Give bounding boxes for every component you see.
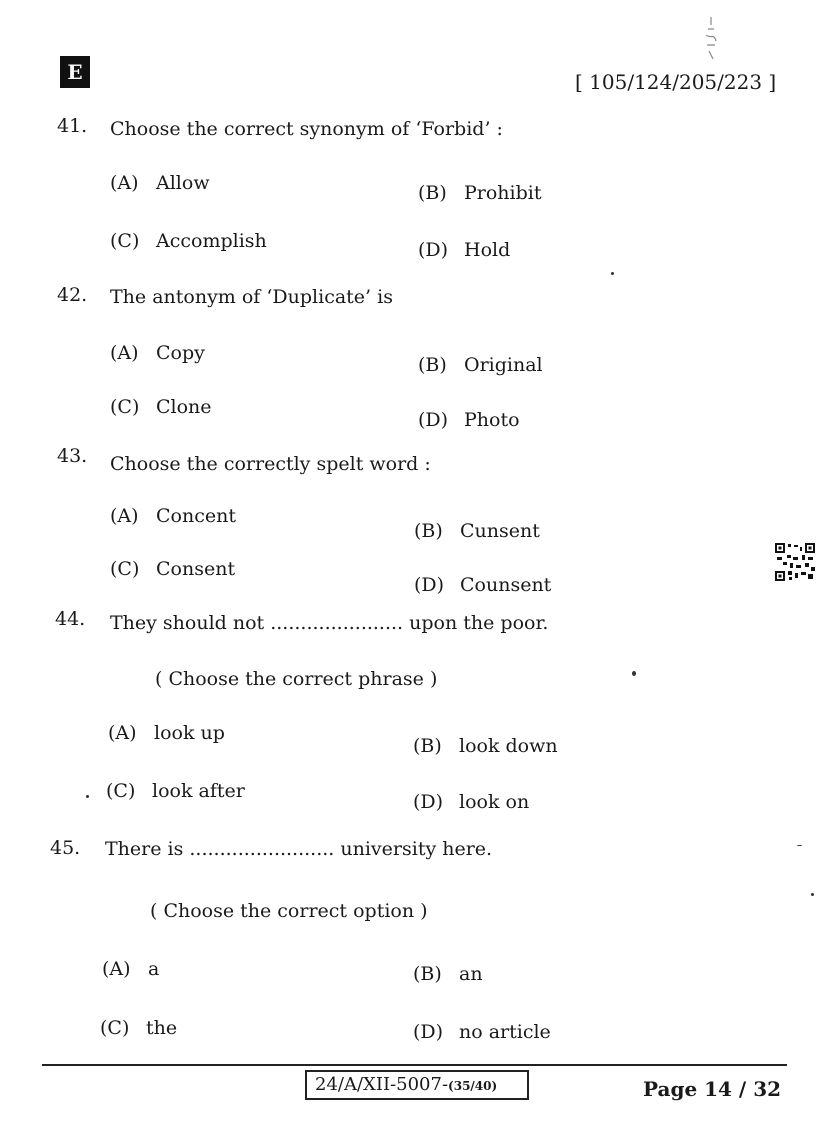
option-text: Concent <box>156 505 236 527</box>
option-text: Clone <box>156 396 212 418</box>
option-text: Counsent <box>460 574 552 596</box>
question-text: Choose the correctly spelt word : <box>110 453 431 475</box>
option-a <box>110 342 205 364</box>
option-text: Consent <box>156 558 236 580</box>
option-c <box>110 230 267 252</box>
option-c <box>100 1017 177 1039</box>
option-text: look on <box>459 791 530 813</box>
scan-speck <box>632 671 636 676</box>
scan-speck <box>811 893 814 896</box>
option-a <box>110 505 236 527</box>
question-text: They should not ...................... upon the poor. <box>110 612 549 634</box>
option-text: Prohibit <box>464 182 542 204</box>
option-label: (B) <box>418 182 447 204</box>
question-text: Choose the correct synonym of ‘Forbid’ : <box>110 118 503 140</box>
option-label: (D) <box>413 791 444 813</box>
option-label: (B) <box>413 963 442 985</box>
option-text: no article <box>459 1021 551 1043</box>
option-d <box>418 409 520 431</box>
question-hint: ( Choose the correct option ) <box>150 900 428 922</box>
set-letter-badge: E <box>60 56 90 88</box>
exam-code-box <box>305 1070 529 1100</box>
option-a <box>108 722 225 744</box>
option-label: (B) <box>414 520 443 542</box>
question-text: The antonym of ‘Duplicate’ is <box>110 286 393 308</box>
question-number: 44. <box>55 608 86 630</box>
option-label: (D) <box>418 409 449 431</box>
option-text: Accomplish <box>156 230 267 252</box>
option-d <box>413 1021 551 1043</box>
question-number: 45. <box>50 837 81 859</box>
option-b <box>418 354 543 376</box>
option-c <box>106 780 245 802</box>
option-text: Allow <box>156 172 210 194</box>
option-b <box>414 520 540 542</box>
option-label: (B) <box>413 735 442 757</box>
option-text: Copy <box>156 342 205 364</box>
option-b <box>413 735 558 757</box>
exam-code-suffix: (35/40) <box>448 1079 498 1093</box>
question-number: 43. <box>57 445 88 467</box>
option-label: (A) <box>110 172 139 194</box>
option-text: Cunsent <box>460 520 540 542</box>
option-text: Hold <box>464 239 511 261</box>
option-text: Original <box>464 354 543 376</box>
option-a <box>102 958 159 980</box>
option-text: look up <box>154 722 225 744</box>
option-text: look down <box>459 735 558 757</box>
stamp-mark <box>700 15 722 65</box>
question-hint: ( Choose the correct phrase ) <box>155 668 438 690</box>
option-d <box>418 239 510 261</box>
scan-speck <box>86 795 89 798</box>
option-label: (A) <box>102 958 131 980</box>
option-label: (A) <box>110 342 139 364</box>
option-label: (C) <box>110 558 140 580</box>
option-d <box>413 791 529 813</box>
question-number: 42. <box>57 284 88 306</box>
option-c <box>110 396 212 418</box>
option-label: (D) <box>418 239 449 261</box>
scan-speck <box>611 272 614 275</box>
page-number: Page 14 / 32 <box>643 1077 782 1101</box>
option-text: look after <box>152 780 245 802</box>
option-b <box>418 182 542 204</box>
option-label: (C) <box>100 1017 130 1039</box>
option-label: (A) <box>108 722 137 744</box>
option-label: (C) <box>110 396 140 418</box>
qr-code <box>775 543 815 581</box>
option-label: (B) <box>418 354 447 376</box>
option-text: a <box>148 958 160 980</box>
paper-codes: [ 105/124/205/223 ] <box>575 70 777 94</box>
scan-speck <box>797 845 802 846</box>
option-text: an <box>459 963 483 985</box>
question-text: There is ........................ university here. <box>105 838 493 860</box>
option-c <box>110 558 235 580</box>
option-label: (A) <box>110 505 139 527</box>
option-d <box>414 574 551 596</box>
option-text: the <box>146 1017 178 1039</box>
question-number: 41. <box>57 115 88 137</box>
option-text: Photo <box>464 409 520 431</box>
exam-code: 24/A/XII-5007- <box>315 1074 449 1095</box>
option-label: (C) <box>106 780 136 802</box>
option-a <box>110 172 210 194</box>
option-label: (D) <box>413 1021 444 1043</box>
option-label: (D) <box>414 574 445 596</box>
footer-divider <box>42 1064 787 1066</box>
option-b <box>413 963 483 985</box>
option-label: (C) <box>110 230 140 252</box>
